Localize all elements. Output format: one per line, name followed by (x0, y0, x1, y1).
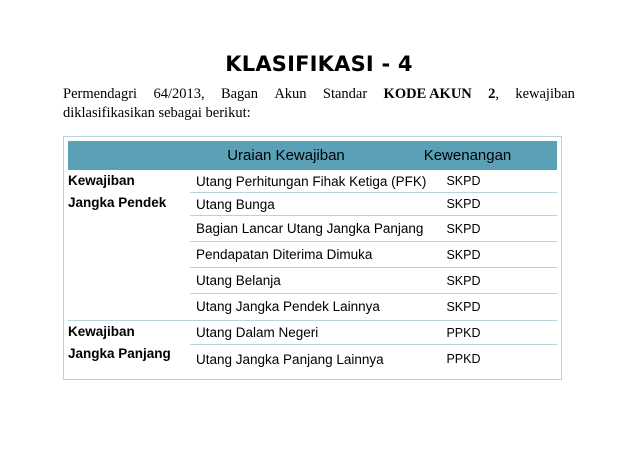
intro-comma: , (495, 86, 499, 102)
classification-table (63, 136, 562, 380)
uraian-cell: Utang Bunga (196, 197, 275, 212)
kewenangan-cell: SKPD (446, 274, 481, 288)
uraian-cell: Utang Jangka Panjang Lainnya (196, 352, 384, 367)
page-title: KLASIFIKASI - 4 (225, 52, 413, 76)
uraian-cell: Bagian Lancar Utang Jangka Panjang (196, 221, 424, 236)
header-kewenangan: Kewenangan (423, 147, 512, 164)
table-row (190, 216, 557, 242)
table-row (190, 345, 557, 374)
intro-line-1 (63, 85, 575, 104)
intro-word: 64/2013, (153, 86, 205, 102)
kewenangan-cell: SKPD (446, 248, 481, 262)
kewenangan-cell: SKPD (446, 300, 481, 314)
uraian-cell: Utang Dalam Negeri (196, 325, 319, 340)
group-label-line: Jangka Panjang (68, 346, 171, 361)
intro-code-group (488, 85, 499, 104)
table-header (68, 141, 557, 170)
table-row (190, 193, 557, 216)
intro-word: Akun (274, 86, 307, 102)
intro-word: kewajiban (515, 86, 575, 102)
intro-word: Standar (322, 86, 368, 102)
table-row (190, 294, 557, 320)
kewenangan-cell: PPKD (446, 326, 481, 340)
intro-paragraph (63, 85, 575, 123)
group-label-line: Kewajiban (68, 173, 135, 188)
uraian-cell: Pendapatan Diterima Dimuka (196, 247, 373, 262)
group-label-short-term (68, 170, 186, 214)
intro-kode-akun: KODE AKUN (383, 86, 472, 102)
kewenangan-cell: SKPD (446, 222, 481, 236)
kewenangan-cell: SKPD (446, 197, 481, 211)
uraian-cell: Utang Jangka Pendek Lainnya (196, 299, 380, 314)
table-row (190, 242, 557, 268)
intro-code-number: 2 (488, 86, 496, 102)
intro-word: Permendagri (63, 86, 138, 102)
group-label-line: Jangka Pendek (68, 195, 167, 210)
uraian-cell: Utang Perhitungan Fihak Ketiga (PFK) (196, 174, 427, 189)
intro-line-2: diklasifikasikan sebagai berikut: (63, 105, 251, 121)
table-row (190, 170, 557, 193)
table-row (190, 321, 557, 345)
header-uraian: Uraian Kewajiban (227, 147, 345, 164)
table-row (190, 268, 557, 294)
intro-word: Bagan (220, 86, 258, 102)
uraian-cell: Utang Belanja (196, 273, 281, 288)
kewenangan-cell: SKPD (446, 174, 481, 188)
kewenangan-cell: PPKD (446, 352, 481, 366)
group-label-line: Kewajiban (68, 324, 135, 339)
group-label-long-term (68, 321, 186, 365)
